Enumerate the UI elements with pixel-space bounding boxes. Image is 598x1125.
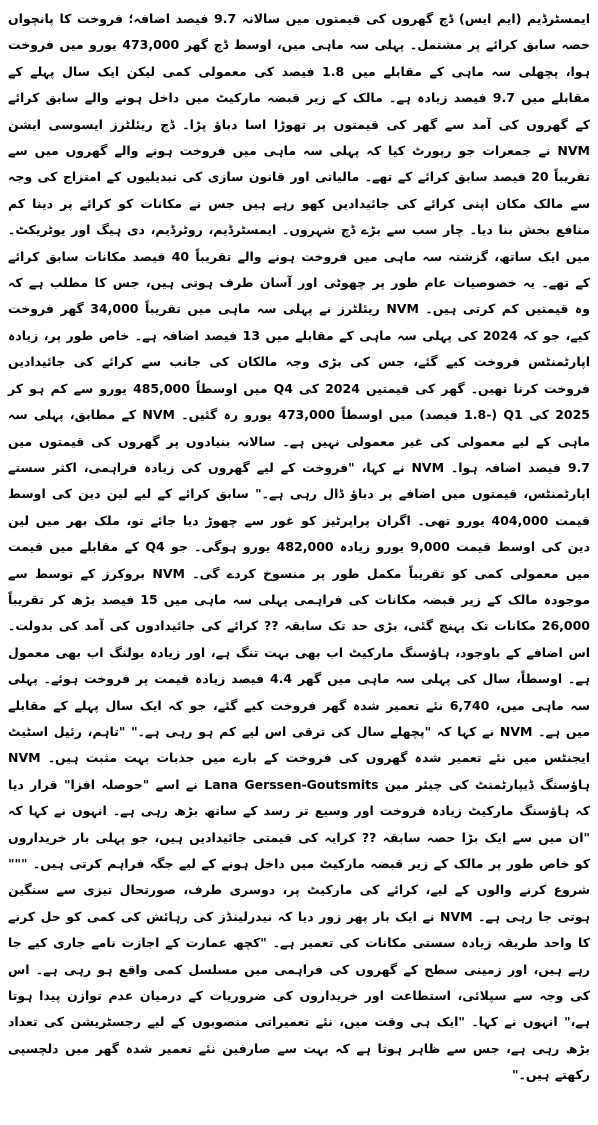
article-body: ایمسٹرڈیم (ایم ایس) ڈچ گھروں کی قیمتوں میں سالانہ 9.7 فیصد اضافہ؛ فروخت کا پانچواں حصہ سابق کرائے پر مشتمل۔ پہلی سہ ماہی میں، اوسط ڈچ گھر 473,000 یورو میں فروخت ہوا، پچھلی سہ ماہی کے مقابلے میں 1.8 فیصد کی معمولی کمی لیکن ایک سال پہلے کے مقابلے میں 9.7 فیصد زیادہ ہے۔ مالک کے زیر قبضہ مارکیٹ میں داخل ہونے والے سابق کرائے کے گھروں کی آمد سے گھر کی قیمتوں پر تھوڑا اسا دباؤ پڑا۔ ڈچ ریئلٹرز ایسوسی ایشن NVM نے جمعرات جو رپورٹ کیا کہ پہلی سہ ماہی میں فروخت ہونے والے گھروں میں سے تقریباً 20 فیصد سابق کرائے کے تھے۔ مالیاتی اور قانون سازی کی تبدیلیوں کے امتزاج کی وجہ سے مالک مکان اپنی کرائے کی جائیدادیں کھو رہے ہیں جس نے مکانات کو کرائے پر دینا کم منافع بخش بنا دیا۔ چار سب سے بڑے ڈچ شہروں۔ ایمسٹرڈیم، روٹرڈیم، دی ہیگ اور یوٹریکٹ۔ میں ایک ساتھ، گزشتہ سہ ماہی میں فروخت ہونے والے تقریباً 40 فیصد مکانات سابق کرائے کے تھے۔ یہ خصوصیات عام طور پر چھوٹی اور آسان طرف ہوتی ہیں، جس کا مطلب ہے کہ وہ قیمتیں کم کرتی ہیں۔ NVM ریئلٹرز نے پہلی سہ ماہی میں تقریباً 34,000 گھر فروخت کیے، جو کہ 2024 کی پہلی سہ ماہی کے مقابلے میں 13 فیصد اضافہ ہے۔ خاص طور پر، زیادہ اپارٹمنٹس فروخت کیے گئے، جس کی بڑی وجہ مالکان کی جانب سے کرائے کی جائیدادیں فروخت کرنا تھیں۔ گھر کی قیمتیں 2024 کی Q4 میں اوسطاً 485,000 یورو سے کم ہو کر 2025 کی Q1 (-1.8 فیصد) میں اوسطاً 473,000 یورو رہ گئیں۔ NVM کے مطابق، پہلی سہ ماہی کے لیے معمولی کی غیر معمولی نہیں ہے۔ سالانہ بنیادوں پر گھروں کی قیمتوں میں 9.7 فیصد اضافہ ہوا۔ NVM نے کہا، "فروخت کے لیے گھروں کی زیادہ فراہمی، اکثر سستے اپارٹمنٹس، قیمتوں میں اضافے پر دباؤ ڈال رہی ہے۔" سابق کرائے کے لیے لین دین کی اوسط قیمت 404,000 یورو تھی۔ اگران پراپرٹیز کو غور سے چھوڑ دیا جائے تو، ملک بھر میں لین دین کی اوسط قیمت 9,000 یورو زیادہ 482,000 یورو ہوگی۔ جو Q4 کے مقابلے میں قیمت میں معمولی کمی کو تقریباً مکمل طور پر منسوخ کردے گی۔ NVM بروکرز کے توسط سے موجودہ مالک کے زیر قبضہ مکانات کی فراہمی پہلی سہ ماہی میں 15 فیصد بڑھ کر تقریباً 26,000 مکانات تک پہنچ گئی، بڑی حد تک سابقہ ?? کرائے کی جائیدادوں کی آمد کی بدولت۔ اس اضافے کے باوجود، ہاؤسنگ مارکیٹ اب بھی بہت تنگ ہے، اور زیادہ بولنگ اب بھی معمول ہے۔ اوسطاً، سال کی پہلی سہ ماہی میں گھر 4.4 فیصد زیادہ قیمت پر فروخت ہوئے۔ پہلی سہ ماہی میں، 6,740 نئے تعمیر شدہ گھر فروخت کیے گئے، جو کہ ایک سال پہلے کے مقابلے میں ہے۔ NVM نے کہا کہ "پچھلے سال کی ترقی اس لیے کم ہو رہی ہے۔" "تاہم، رئیل اسٹیٹ ایجنٹس میں نئے تعمیر شدہ گھروں کی فروخت کے بارے میں جذبات بہت مثبت ہیں۔ NVM ہاؤسنگ ڈیپارٹمنٹ کی چیئر مین Lana Gerssen-Goutsmits نے اسے "حوصلہ افزا" قرار دیا کہ ہاؤسنگ مارکیٹ زیادہ فروخت اور وسیع تر رسد کے ساتھ بڑھ رہی ہے۔ انہوں نے کہا کہ "ان میں سے ایک بڑا حصہ سابقہ ?? کرایہ کی قیمتی جائیدادیں ہیں، جو پہلی بار خریداروں کو خاص طور پر مالک کے زیر قبضہ مارکیٹ میں داخل ہونے کے لیے جگہ فراہم کرتی ہیں۔ """ شروع کرنے والوں کے لیے، کرائے کی مارکیٹ پر، دوسری طرف، صورتحال تیزی سے سنگین ہوتی جا رہی ہے۔ NVM نے ایک بار پھر زور دیا کہ نیدرلینڈز کی رہائش کی کمی کو حل کرنے کا واحد طریقہ زیادہ سستی مکانات کی تعمیر ہے۔ "کچھ عمارت کے اجازت نامے جاری کیے جا رہے ہیں، اور زمینی سطح کے گھروں کی فراہمی میں مسلسل کمی واقع ہو رہی ہے۔ اس کی وجہ سے سپلائی، استطاعت اور خریداروں کی ضروریات کے درمیان عدم توازن پیدا ہوتا ہے،" انہوں نے کہا۔ "ایک ہی وقت میں، نئے تعمیراتی منصوبوں کے لیے رجسٹریشن کی تعداد بڑھ رہی ہے، جس سے ظاہر ہوتا ہے کہ بہت سے صارفین نئے تعمیر شدہ گھر میں دلچسپی رکھتے ہیں۔" [8,11,591,1083]
